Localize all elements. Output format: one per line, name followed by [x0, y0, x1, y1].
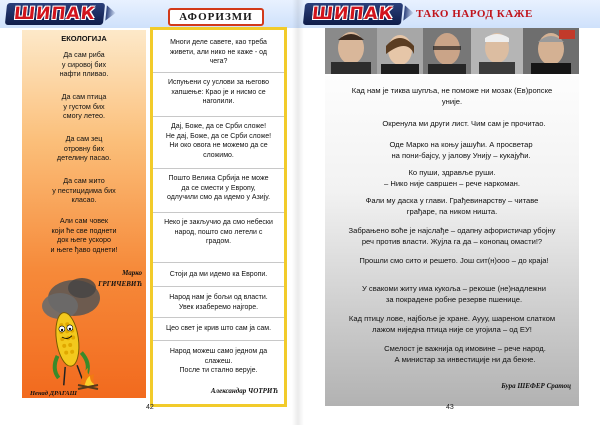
aphorism: Дај, Боже, да се Срби сложе! Не дај, Боже, да се Срби сложе! Ни око овога не можемо да се сложимо.: [165, 123, 272, 159]
quotes-author: Бура ШЕФЕР Сратоц: [501, 382, 571, 390]
face-photo-image: [523, 28, 579, 74]
aphorism: Стоји да ми идемо ка Европи.: [169, 271, 268, 278]
divider: [153, 286, 284, 287]
aphorism: Цео свет је крив што сам ја сам.: [165, 325, 272, 332]
quote: Прошли смо сито и решето. Још сит(н)ооо – до краја!: [359, 256, 549, 265]
section-title: АФОРИЗМИ: [168, 8, 264, 26]
quote: Смелост је важнија од имовине – рече народ. А министар за инвестиције ни да бекне.: [384, 344, 546, 364]
divider: [153, 262, 284, 263]
aphorism: Народ можеш само једном да слажеш. После ти стално верује.: [169, 348, 268, 374]
divider: [153, 72, 284, 73]
aphorism: Многи деле савете, као треба живети, али нико не каже - од чега?: [170, 39, 267, 65]
quote: Фали му даска у глави. Грађевинарству – читаве грађаре, па ником ништа.: [365, 196, 539, 216]
quote: Окренула ми други лист. Чим сам је прочитао.: [382, 119, 546, 128]
aphorism: Неко је закључио да смо небески народ, пошто смо летели с градом.: [164, 219, 273, 245]
poem-stanza: Да сам зец отровну бих детелину пасао.: [56, 134, 112, 162]
photo-collage: [325, 28, 579, 74]
left-page: [0, 0, 298, 425]
face-photo-image: [377, 28, 423, 74]
divider: [153, 212, 284, 213]
poem-author: Марко ГРГИЧЕВИЋ: [98, 269, 142, 288]
face-photo-image: [471, 28, 523, 74]
quote: Ко пуши, здравље руши. – Нико није савршен – рече наркоман.: [384, 168, 520, 188]
quote: Оде Марко на коњу јашући. А просветар на пони-бајсу, у јалову Унију – кукајући.: [389, 140, 533, 160]
face-photo-image: [423, 28, 471, 74]
quotes-panel: [325, 76, 579, 406]
corn-cartoon-image: [24, 276, 104, 394]
poem-stanza: Да сам риба у сировој бих нафти пливао.: [59, 50, 109, 78]
poem-stanza: Да сам жито у пестицидима бих класао.: [52, 176, 116, 204]
poem-stanza: Да сам птица у густом бих смогу летео.: [61, 92, 107, 120]
quote: У свакоми житу има кукоља – рекоше (не)надлежни за покрадене робне резерве пшенице.: [362, 284, 546, 304]
page-number: 43: [446, 404, 454, 411]
magazine-logo: ШИПАК: [303, 3, 403, 25]
divider: [153, 317, 284, 318]
quote: Кад птицу лове, најбоље је хране. Аууу, шареном слатком лажом ниједна птица није се угојила – од ЕУ!: [348, 314, 556, 334]
cartoon-signature: Ненад ДРАГАШ: [30, 390, 77, 397]
poem-stanza: Али сам човек који ће све поднети док његе ускоро и његе ђаво однети!: [50, 216, 118, 254]
aphorism: Народ нам је бољи од власти. Увек изаберемо најгоре.: [169, 294, 268, 311]
magazine-logo: ШИПАК: [5, 3, 105, 25]
divider: [153, 168, 284, 169]
divider: [153, 116, 284, 117]
page-spine: [292, 0, 304, 425]
aphorisms-box: [150, 27, 287, 407]
right-page: [298, 0, 600, 425]
aphorism: Испуњени су услови за његово хапшење: Крао је и нисмо се наголили.: [167, 79, 270, 105]
section-title: ТАКО НАРОД КАЖЕ: [416, 8, 533, 20]
quote: Забрањено воће је најслађе – одапну афористичар убојну реч против власти. Жујла га да – конопац омасти!?: [348, 226, 556, 246]
poem-title: ЕКОЛОГИЈА: [61, 34, 107, 43]
aphorism: Пошто Велика Србија не може да се смести у Европу, одлучили смо да идемо у Азију.: [166, 175, 271, 201]
divider: [153, 340, 284, 341]
quote: Кад нам је тиква шупља, не поможе ни мозак (Ев)ропске уније.: [351, 86, 553, 106]
aphorisms-author: Александар ЧОТРИЋ: [210, 387, 278, 395]
page-number: 42: [146, 404, 154, 411]
face-photo-image: [325, 28, 377, 74]
